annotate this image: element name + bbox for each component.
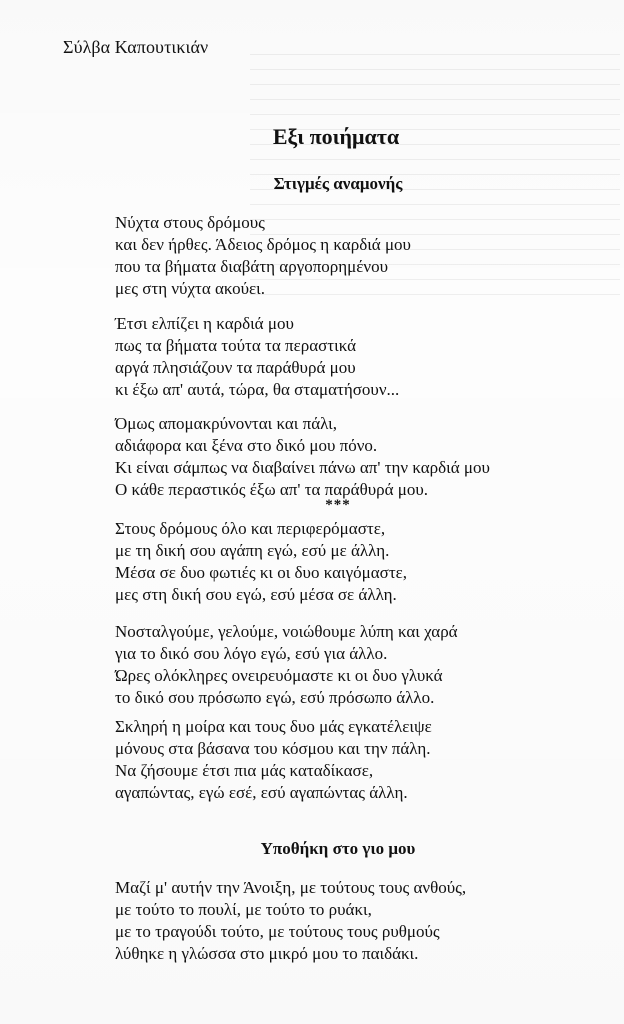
section-divider: *** bbox=[325, 497, 351, 513]
poem-1-stanza-3 bbox=[115, 413, 490, 501]
verse-line: με το τραγούδι τούτο, με τούτους τους ρυθμούς bbox=[115, 922, 440, 941]
verse-line: μες στη δική σου εγώ, εσύ μέσα σε άλλη. bbox=[115, 585, 397, 604]
poem-3-stanza-1 bbox=[115, 877, 466, 965]
verse-line: Όμως απομακρύνονται και πάλι, bbox=[115, 414, 337, 433]
verse-line: με τη δική σου αγάπη εγώ, εσύ με άλλη. bbox=[115, 541, 390, 560]
verse-line: λύθηκε η γλώσσα στο μικρό μου το παιδάκι. bbox=[115, 944, 419, 963]
poem-2-stanza-3 bbox=[115, 716, 432, 804]
verse-line: Κι είναι σάμπως να διαβαίνει πάνω απ' την καρδιά μου bbox=[115, 458, 490, 477]
verse-line: και δεν ήρθες. Άδειος δρόμος η καρδιά μου bbox=[115, 235, 411, 254]
poem-1-stanza-2 bbox=[115, 313, 399, 401]
poem-1-title: Στιγμές αναμονής bbox=[273, 174, 403, 193]
verse-line: αργά πλησιάζουν τα παράθυρά μου bbox=[115, 358, 356, 377]
author-name: Σύλβα Καπουτικιάν bbox=[63, 37, 209, 57]
verse-line: αδιάφορα και ξένα στο δικό μου πόνο. bbox=[115, 436, 378, 455]
verse-line: Ο κάθε περαστικός έξω απ' τα παράθυρά μου. bbox=[115, 480, 429, 499]
verse-line: πως τα βήματα τούτα τα περαστικά bbox=[115, 336, 357, 355]
verse-line: το δικό σου πρόσωπο εγώ, εσύ πρόσωπο άλλο. bbox=[115, 688, 435, 707]
verse-line: Νοσταλγούμε, γελούμε, νοιώθουμε λύπη και χαρά bbox=[115, 622, 458, 641]
verse-line: Να ζήσουμε έτσι πια μάς καταδίκασε, bbox=[115, 761, 374, 780]
poem-3-title: Υποθήκη στο γιο μου bbox=[260, 839, 416, 858]
verse-line: Μαζί μ' αυτήν την Άνοιξη, με τούτους τους ανθούς, bbox=[115, 878, 467, 897]
verse-line: Έτσι ελπίζει η καρδιά μου bbox=[115, 314, 294, 333]
verse-line: κι έξω απ' αυτά, τώρα, θα σταματήσουν... bbox=[115, 380, 400, 399]
verse-line: Σκληρή η μοίρα και τους δυο μάς εγκατέλειψε bbox=[115, 717, 432, 736]
poem-2-stanza-2 bbox=[115, 621, 458, 709]
page-title: Εξι ποιήματα bbox=[272, 124, 400, 149]
verse-line: μες στη νύχτα ακούει. bbox=[115, 279, 265, 298]
poem-1-stanza-1 bbox=[115, 212, 411, 300]
verse-line: Στους δρόμους όλο και περιφερόμαστε, bbox=[115, 519, 386, 538]
verse-line: που τα βήματα διαβάτη αργοπορημένου bbox=[115, 257, 389, 276]
verse-line: με τούτο το πουλί, με τούτο το ρυάκι, bbox=[115, 900, 372, 919]
verse-line: Νύχτα στους δρόμους bbox=[115, 213, 265, 232]
verse-line: μόνους στα βάσανα του κόσμου και την πάλη. bbox=[115, 739, 431, 758]
verse-line: για το δικό σου λόγο εγώ, εσύ για άλλο. bbox=[115, 644, 388, 663]
verse-line: Ώρες ολόκληρες ονειρευόμαστε κι οι δυο γλυκά bbox=[115, 666, 443, 685]
verse-line: αγαπώντας, εγώ εσέ, εσύ αγαπώντας άλλη. bbox=[115, 783, 408, 802]
verse-line: Μέσα σε δυο φωτιές κι οι δυο καιγόμαστε, bbox=[115, 563, 408, 582]
poem-2-stanza-1 bbox=[115, 518, 407, 606]
